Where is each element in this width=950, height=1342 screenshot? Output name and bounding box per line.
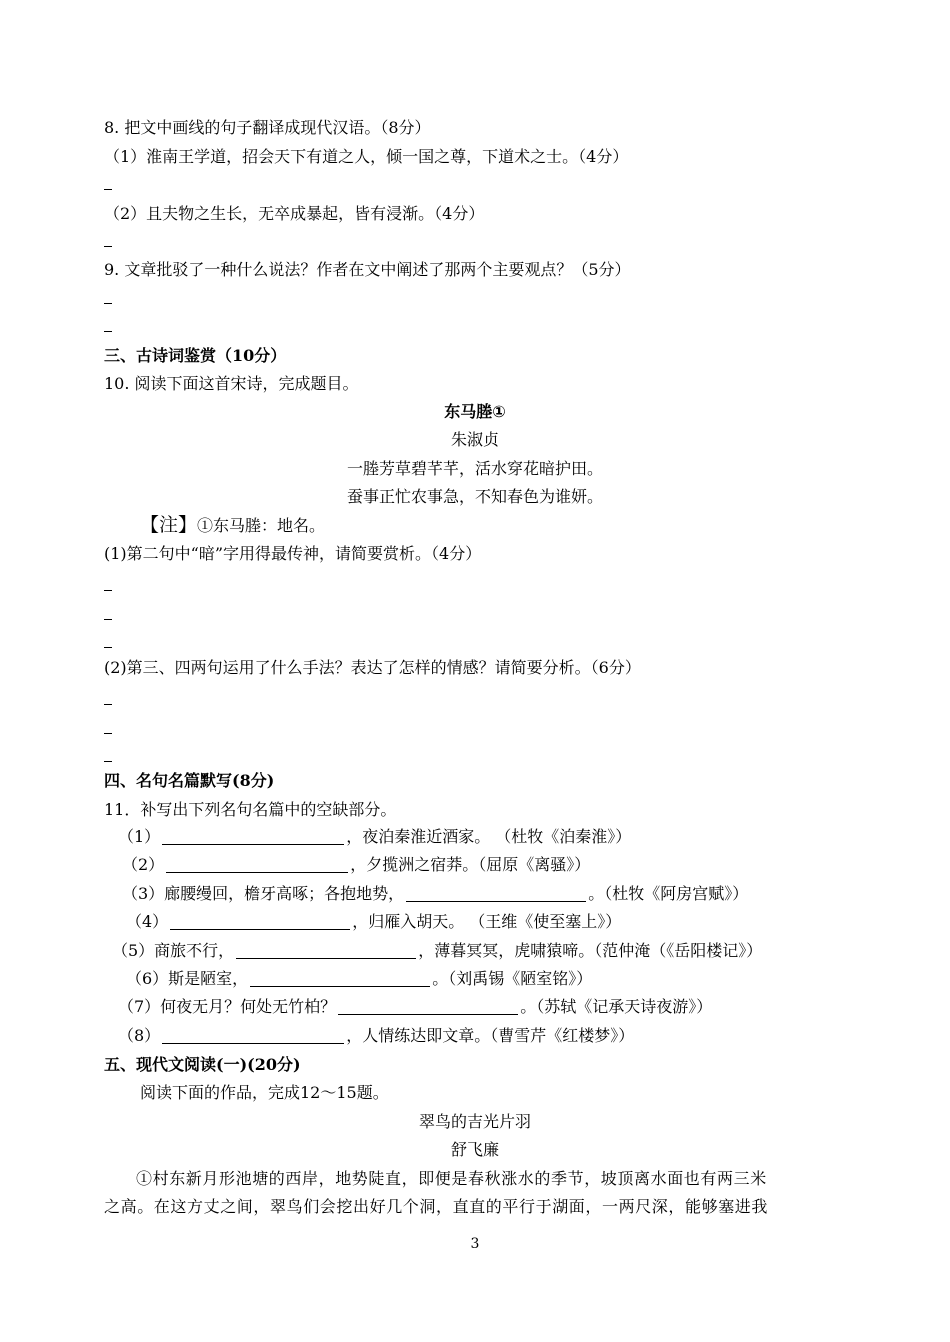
answer-line [104,590,112,591]
page-number: 3 [470,1236,480,1252]
poem-line-1: 一塍芳草碧芊芊，活水穿花暗护田。 [346,459,603,478]
section5-heading: 五、现代文阅读(一)(20分) [104,1055,301,1074]
fill-blank[interactable] [250,969,430,987]
fill-suffix: 。（刘禹锡《陋室铭》） [432,969,593,988]
answer-line [104,619,112,620]
fill-suffix: ，归雁入胡天。 （王维《使至塞上》） [352,912,622,931]
q11-prompt: 11．补写出下列名句名篇中的空缺部分。 [104,800,397,819]
article-title: 翠鸟的吉光片羽 [418,1112,531,1131]
note-label: 【注】 [140,514,198,536]
q10-sub1: (1)第二句中“暗”字用得最传神，请简要赏析。（4分） [104,544,482,563]
fill-prefix: （8） [118,1026,161,1045]
fill-prefix: （5）商旅不行， [112,941,235,960]
q9-title: 9. 文章批驳了一种什么说法？作者在文中阐述了那两个主要观点？（5分） [104,260,631,279]
fill-blank[interactable] [162,1026,344,1044]
answer-line [104,647,112,648]
poem-title: 东马塍① [444,402,506,421]
fill-prefix: （4） [126,912,169,931]
fill-suffix: 。（杜牧《阿房宫赋》） [588,884,749,903]
answer-line [104,733,112,734]
answer-line [104,303,112,304]
fill-blank[interactable] [406,884,586,902]
answer-line [104,761,112,762]
fill-item-2 [122,855,590,875]
answer-line [104,189,112,190]
poem-note [140,515,325,536]
fill-item-6 [126,969,592,989]
article-author: 舒飞廉 [450,1140,499,1159]
fill-blank[interactable] [166,855,348,873]
fill-blank[interactable] [338,997,518,1015]
note-text: ①东马塍：地名。 [197,516,326,535]
answer-line [104,704,112,705]
fill-item-8 [118,1026,634,1046]
poem-line-2: 蚕事正忙农事急，不知春色为谁妍。 [346,487,603,506]
section3-heading: 三、古诗词鉴赏（10分） [104,346,287,365]
fill-item-5 [112,941,762,961]
fill-item-7 [118,997,712,1017]
fill-suffix: 。（苏轼《记承天诗夜游》） [520,997,713,1016]
fill-prefix: （1） [118,827,161,846]
fill-prefix: （2） [122,855,165,874]
answer-line [104,331,112,332]
fill-item-3 [122,884,748,904]
section5-intro: 阅读下面的作品，完成12～15题。 [140,1083,389,1102]
fill-prefix: （7）何夜无月？何处无竹柏？ [118,997,337,1016]
fill-prefix: （3）廊腰缦回，檐牙高啄；各抱地势， [122,884,405,903]
fill-blank[interactable] [236,941,416,959]
fill-item-4 [126,912,621,932]
fill-blank[interactable] [170,912,350,930]
q8-part1: （1）淮南王学道，招会天下有道之人，倾一国之尊，下道术之士。（4分） [104,147,629,166]
fill-suffix: ，人情练达即文章。（曹雪芹《红楼梦》） [346,1026,635,1045]
q10-prompt: 10. 阅读下面这首宋诗，完成题目。 [104,374,359,393]
fill-suffix: ，夕揽洲之宿莽。（屈原《离骚》） [350,855,591,874]
article-para-line: ①村东新月形池塘的西岸，地势陡直，即便是春秋涨水的季节，坡顶离水面也有两三米 [136,1169,767,1188]
answer-line [104,246,112,247]
poem-author: 朱淑贞 [450,430,499,449]
fill-suffix: ，夜泊秦淮近酒家。 （杜牧《泊秦淮》） [346,827,632,846]
fill-prefix: （6）斯是陋室， [126,969,249,988]
fill-suffix: ，薄暮冥冥，虎啸猿啼。（范仲淹（《岳阳楼记》） [418,941,763,960]
q8-part2: （2）且夫物之生长，无卒成暴起，皆有浸渐。（4分） [104,204,485,223]
section4-heading: 四、名句名篇默写(8分) [104,771,275,790]
article-para-line: 之高。在这方丈之间，翠鸟们会挖出好几个洞，直直的平行于湖面，一两尺深，能够塞进我 [104,1197,769,1216]
q8-title: 8. 把文中画线的句子翻译成现代汉语。（8分） [104,118,431,137]
q10-sub2: (2)第三、四两句运用了什么手法？表达了怎样的情感？请简要分析。（6分） [104,658,641,677]
fill-item-1 [118,827,631,847]
fill-blank[interactable] [162,827,344,845]
